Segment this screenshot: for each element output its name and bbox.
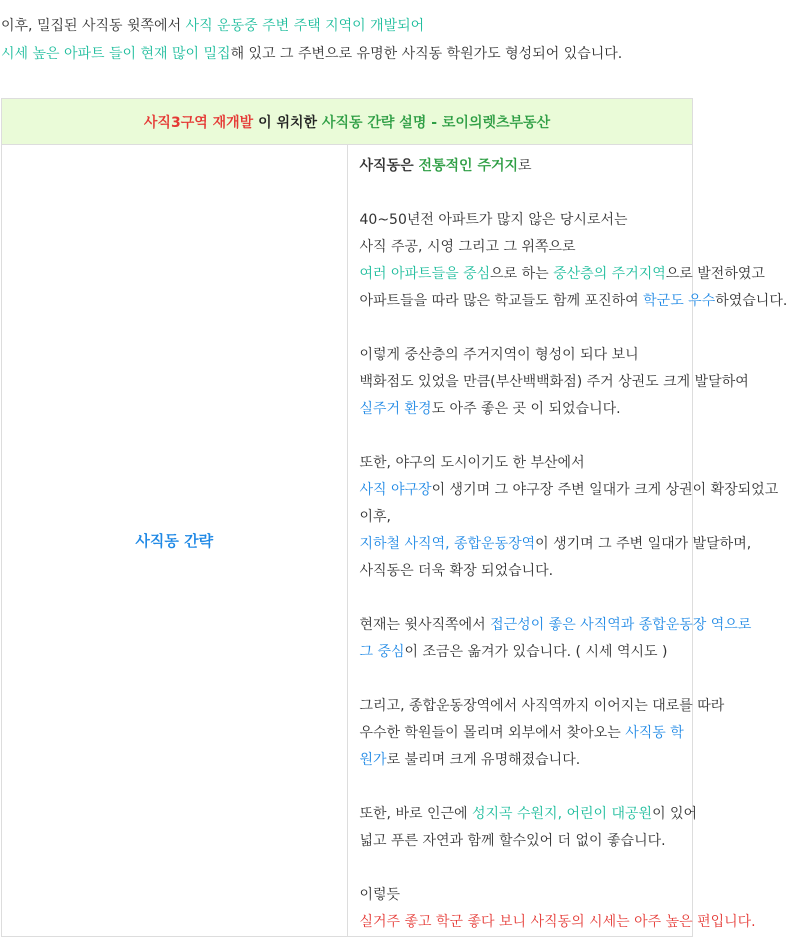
- p5-line-1: [359, 612, 752, 639]
- p8-line-2: 실거주 좋고 학군 좋다 보니 사직동의 시세는 아주 높은 편입니다.: [359, 914, 756, 930]
- spacer: [360, 585, 685, 612]
- p5-line-2-text: 이 조금은 옮겨가 있습니다. ( 시세 역시도 ): [404, 644, 668, 660]
- p6-line-1: 그리고, 종합운동장역에서 사직역까지 이어지는 대로를 따라: [359, 698, 725, 714]
- row-label-cell: [2, 145, 348, 937]
- p2-line-2: 사직 주공, 시영 그리고 그 위쪽으로: [359, 239, 576, 255]
- p4-line-4: [359, 531, 752, 558]
- p4-line-2-text: 이 생기며 그 야구장 주변 일대가 크게 상권이 확장되었고: [431, 482, 779, 498]
- p4-line-1: 또한, 야구의 도시이기도 한 부산에서: [359, 455, 585, 471]
- p2-line-3-hl-2: 중산층의 주거지역: [553, 266, 666, 282]
- p7-line-1: [359, 801, 698, 828]
- p7-line-1-text: 또한, 바로 인근에: [359, 806, 472, 822]
- p3-line-3-text: 도 아주 좋은 곳 이 되었습니다.: [431, 401, 621, 417]
- p3-line-1: 이렇게 중산층의 주거지역이 형성이 되다 보니: [359, 347, 639, 363]
- p8-line-1: 이렇듯: [359, 887, 401, 903]
- p6-line-2: [360, 720, 685, 774]
- p4-line-2: [359, 477, 779, 504]
- p6-line-2-text: 우수한 학원들이 몰리며 외부에서 찾아오는: [359, 725, 626, 741]
- info-table: [1, 98, 787, 937]
- p1-suffix: 로: [518, 158, 532, 174]
- p6-line-2-hl: 사직동 학원가: [359, 725, 684, 768]
- p5-line-1-text: 현재는 윗사직쪽에서: [359, 617, 491, 633]
- p2-line-4-suffix: 하였습니다.: [715, 293, 787, 309]
- description-cell: [347, 145, 787, 937]
- spacer: [360, 315, 685, 342]
- p4-line-3: 이후,: [359, 509, 391, 525]
- intro-line-2-highlight: 시세 높은 아파트 들이 현재 많이 밀집: [1, 46, 231, 62]
- header-connector: 이 위치한: [253, 114, 322, 131]
- p7-line-1-suffix: 이 있어: [652, 806, 698, 822]
- spacer: [360, 423, 685, 450]
- p2-line-3: [359, 261, 765, 288]
- row-label: 사직동 간략: [135, 532, 214, 550]
- table-body-row: [2, 145, 693, 937]
- spacer: [360, 774, 685, 801]
- p4-line-2-hl: 사직 야구장: [359, 482, 432, 498]
- p7-line-1-hl: 성지곡 수원지, 어린이 대공원: [471, 806, 653, 822]
- p4-line-5: 사직동은 더욱 확장 되었습니다.: [359, 563, 554, 579]
- p4-line-4-text: 이 생기며 그 주변 일대가 발달하며,: [535, 536, 752, 552]
- table-header-row: [2, 99, 693, 145]
- paragraph-1: [360, 153, 685, 180]
- p2-line-4: [359, 288, 787, 315]
- header-redevelopment: 사직3구역 재개발: [143, 114, 254, 131]
- p3-line-3-hl: 실주거 환경: [359, 401, 432, 417]
- p2-line-1: 40~50년전 아파트가 많지 않은 당시로서는: [359, 212, 628, 228]
- p2-line-3-text-2: 으로 발전하였고: [665, 266, 765, 282]
- p5-line-2-hl: 그 중심: [359, 644, 405, 660]
- p2-line-3-text-1: 으로 하는: [490, 266, 554, 282]
- intro-line-2: [1, 40, 691, 68]
- spacer: [360, 180, 685, 207]
- intro-line-1-highlight: 사직 운동중 주변 주택 지역이 개발되어: [185, 18, 425, 34]
- p1-text: 사직동은: [359, 158, 419, 174]
- intro-text: [1, 12, 691, 68]
- p1-highlight: 전통적인 주거지: [418, 158, 519, 174]
- intro-line-1: [1, 12, 691, 40]
- p7-line-2: 넓고 푸른 자연과 함께 할수있어 더 없이 좋습니다.: [359, 833, 666, 849]
- p4-line-4-hl: 지하철 사직역, 종합운동장역: [359, 536, 536, 552]
- p5-line-1-hl: 접근성이 좋은 사직역과 종합운동장 역으로: [490, 617, 752, 633]
- p5-line-2: [360, 639, 685, 666]
- p2-line-3-hl-1: 여러 아파트들을 중심: [359, 266, 491, 282]
- p6-line-2-suffix: 로 불리며 크게 유명해졌습니다.: [386, 752, 581, 768]
- table-header: [2, 99, 693, 145]
- p2-line-4-hl: 학군도 우수: [643, 293, 716, 309]
- intro-line-2-text: 해 있고 그 주변으로 유명한 사직동 학원가도 형성되어 있습니다.: [230, 46, 623, 62]
- p2-line-4-text: 아파트들을 따라 많은 학교들도 함께 포진하여: [359, 293, 644, 309]
- intro-line-1-text: 이후, 밀집된 사직동 윗쪽에서: [1, 18, 186, 34]
- header-description: 사직동 간략 설명 - 로이의렛츠부동산: [321, 114, 551, 131]
- spacer: [360, 666, 685, 693]
- p3-line-3: [360, 396, 685, 423]
- spacer: [360, 855, 685, 882]
- p3-line-2: 백화점도 있었을 만큼(부산백백화점) 주거 상권도 크게 발달하여: [359, 374, 749, 390]
